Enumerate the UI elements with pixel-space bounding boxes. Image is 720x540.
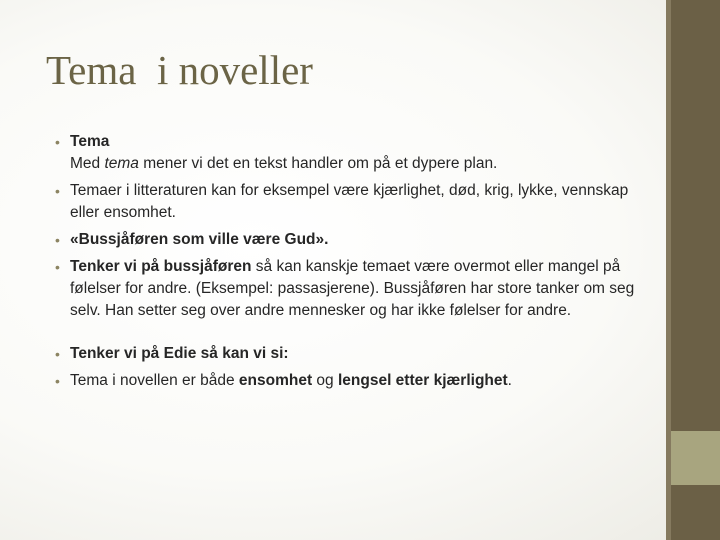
bullet-bold-text: Tenker vi på Edie så kan vi si: [70,345,289,362]
bullet-item-novel-title [55,229,645,251]
bullet-bold-text: «Bussjåføren som ville være Gud». [70,231,329,248]
bullet-bold-text: Tenker vi på bussjåføren [70,258,252,275]
bullet-text: Temaer i litteraturen kan for eksempel være kjærlighet, død, krig, lykke, vennskap eller ensomhet. [70,182,629,221]
bullet-text: mener vi det en tekst handler om på et dypere plan. [138,155,498,172]
bullet-list [55,131,645,397]
slide-title: Tema i noveller [46,47,313,93]
bullet-text: Med [70,155,105,172]
bullet-item-temaer [55,180,645,224]
bullet-italic-term: tema [104,155,139,172]
accent-block [671,431,720,485]
bullet-text: så kan kanskje temaet være overmot eller mangel på følelser for andre. (Eksempel: passasjerene). Bussjåføren har store tanker om seg selv. Han setter seg over andre mennesker og har ikke følelser for andre. [70,258,635,319]
bullet-item-conclusion [55,370,645,392]
bullet-item-bussjaforen [55,256,645,322]
bullet-heading: Tema [70,133,110,150]
bullet-item-tema [55,131,645,175]
bullet-bold-text: lengsel etter kjærlighet [337,372,508,389]
bullet-item-edie [55,343,645,365]
bullet-bold-text: ensomhet [238,372,313,389]
bullet-text: Tema i novellen er både [70,372,239,389]
bullet-text: . [507,372,512,389]
bullet-text: og [312,372,338,389]
